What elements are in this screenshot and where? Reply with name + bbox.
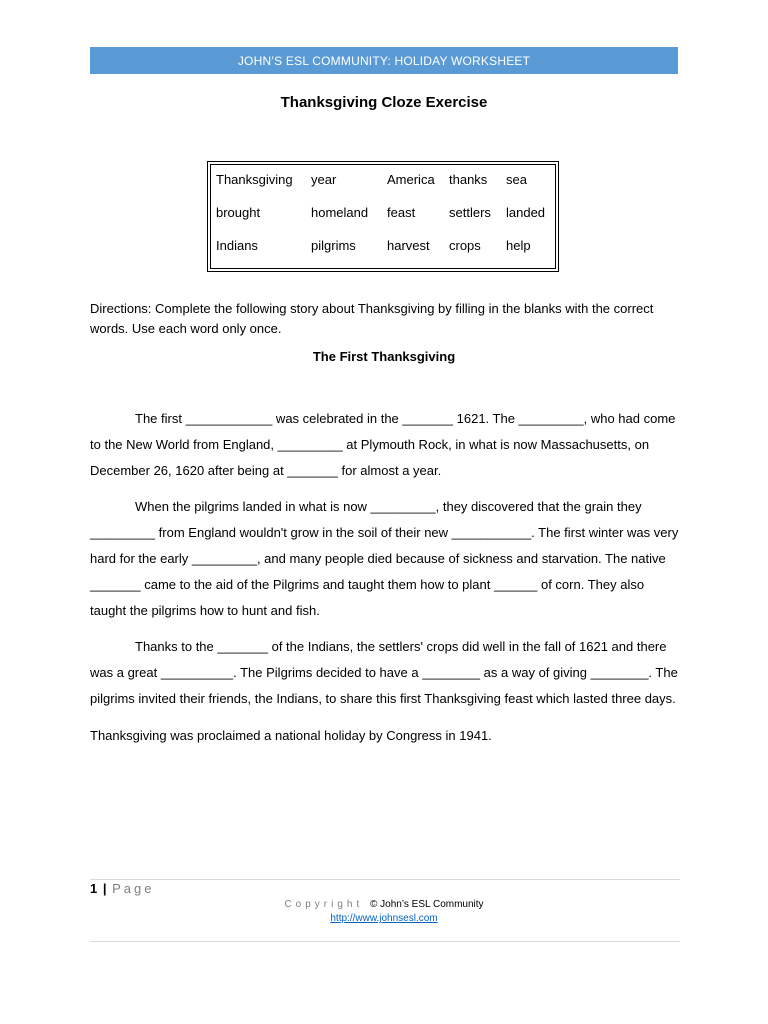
word-bank-cell: sea bbox=[506, 172, 527, 187]
page-title: Thanksgiving Cloze Exercise bbox=[280, 94, 488, 111]
footer-copyright bbox=[0, 899, 768, 910]
word-bank-cell: pilgrims bbox=[311, 238, 356, 253]
word-bank-cell: Indians bbox=[216, 238, 258, 253]
word-bank-cell: help bbox=[506, 238, 531, 253]
word-bank-row bbox=[211, 238, 555, 258]
word-bank-cell: crops bbox=[449, 238, 481, 253]
page-number bbox=[90, 881, 155, 896]
word-bank-row bbox=[211, 172, 555, 192]
word-bank-cell: Thanksgiving bbox=[216, 172, 293, 187]
story-paragraph: The first ____________ was celebrated in the _______ 1621. The _________, who had come to the New World from England, _________ at Plymouth Rock, in what is now Massachusetts, on December 26, 1620 after being at _______ for almost a year. bbox=[90, 411, 676, 478]
word-bank-inner-border bbox=[210, 164, 556, 269]
word-bank-cell: landed bbox=[506, 205, 546, 220]
story-paragraph: Thanks to the _______ of the Indians, the settlers' crops did well in the fall of 1621 and there was a great __________. The Pilgrims decided to have a ________ as a way of giving ________. The pilgrims invited their friends, the Indians, to share this first Thanksgiving feast which lasted three days. bbox=[90, 639, 678, 706]
footer-bottom-divider bbox=[90, 941, 680, 942]
word-bank-cell: year bbox=[311, 172, 337, 187]
word-bank-cell: homeland bbox=[311, 205, 369, 220]
header-banner: JOHN’S ESL COMMUNITY: HOLIDAY WORKSHEET bbox=[90, 47, 678, 74]
word-bank-table bbox=[207, 161, 559, 272]
word-bank-cell: harvest bbox=[387, 238, 430, 253]
word-bank-cell: feast bbox=[387, 205, 416, 220]
copyright-text: © John’s ESL Community bbox=[370, 899, 484, 910]
copyright-word: Copyright bbox=[284, 899, 364, 910]
word-bank-cell: settlers bbox=[449, 205, 491, 220]
footer-divider bbox=[90, 879, 680, 880]
page-number-value: 1 bbox=[90, 881, 98, 896]
story-closing-line: Thanksgiving was proclaimed a national holiday by Congress in 1941. bbox=[90, 728, 492, 743]
word-bank-cell: brought bbox=[216, 205, 261, 220]
story-paragraph: When the pilgrims landed in what is now _________, they discovered that the grain they _________ from England wouldn't grow in the soil of their new ___________. The first winter was very hard for the early _________, and many people died because of sickness and starvation. The native _______ came to the aid of the Pilgrims and taught them how to plant ______ of corn. They also taught the pilgrims how to hunt and fish. bbox=[90, 499, 679, 618]
page-word: Page bbox=[112, 881, 155, 896]
word-bank-row bbox=[211, 205, 555, 225]
story-title: The First Thanksgiving bbox=[312, 349, 456, 364]
word-bank-cell: thanks bbox=[449, 172, 488, 187]
page-number-separator: | bbox=[102, 881, 107, 896]
directions-text: Directions: Complete the following story about Thanksgiving by filling in the blanks with the correct words. Use each word only once. bbox=[90, 301, 654, 336]
word-bank-cell: America bbox=[387, 172, 435, 187]
website-link[interactable]: http://www.johnsesl.com bbox=[330, 913, 438, 924]
